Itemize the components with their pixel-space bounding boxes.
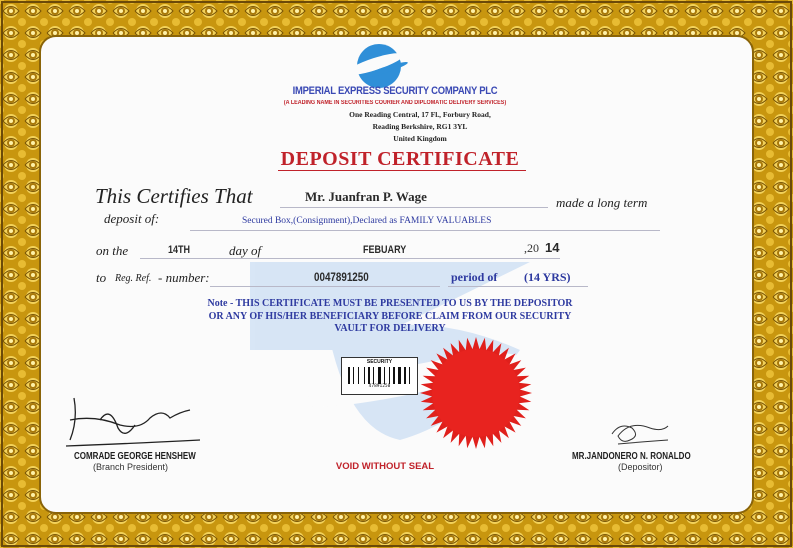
company-tagline: (A LEADING NAME IN SECURITIES COURIER AND DIPLOMATIC DELIVERY SERVICES) bbox=[283, 100, 507, 106]
year-suffix: 14 bbox=[545, 240, 560, 255]
right-signatory-role: (Depositor) bbox=[618, 462, 663, 472]
deposit-of-label: deposit of: bbox=[104, 211, 160, 226]
date-line bbox=[140, 258, 560, 259]
barcode-bar bbox=[373, 367, 374, 384]
address-line-2: Reading Berkshire, RG1 3YL bbox=[372, 122, 468, 131]
note-line-3: VAULT FOR DELIVERY bbox=[334, 323, 446, 334]
company-name: IMPERIAL EXPRESS SECURITY COMPANY PLC bbox=[292, 85, 498, 97]
barcode-bar bbox=[378, 367, 381, 384]
period-line bbox=[448, 286, 588, 287]
left-signatory-name: COMRADE GEORGE HENSHEW bbox=[74, 451, 196, 462]
certifies-label: This Certifies That bbox=[95, 184, 253, 208]
void-without-seal: VOID WITHOUT SEAL bbox=[335, 461, 435, 472]
barcode-bar bbox=[368, 367, 370, 384]
note-line-1: Note - THIS CERTIFICATE MUST BE PRESENTED TO US BY THE DEPOSITOR bbox=[207, 298, 573, 309]
barcode-bar bbox=[348, 367, 350, 384]
barcode-bar bbox=[353, 367, 354, 384]
certificate-title: DEPOSIT CERTIFICATE bbox=[280, 148, 520, 170]
security-barcode bbox=[341, 357, 418, 395]
year-prefix: ,20 bbox=[524, 241, 539, 255]
barcode-bar bbox=[389, 367, 390, 384]
barcode-bar bbox=[404, 367, 406, 384]
day-value: 14TH bbox=[168, 244, 191, 256]
certificate-note bbox=[150, 298, 630, 336]
period-label: period of bbox=[451, 270, 498, 284]
deposit-line bbox=[190, 230, 660, 231]
deposit-description: Secured Box,(Consignment),Declared as FAMILY VALUABLES bbox=[242, 216, 492, 226]
left-signatory-role: (Branch President) bbox=[93, 462, 169, 472]
day-of-label: day of bbox=[229, 243, 262, 258]
barcode-label: SECURITY bbox=[366, 359, 393, 365]
note-line-2: OR ANY OF HIS/HER BENEFICIARY BEFORE CLAIM FROM OUR SECURITY bbox=[208, 310, 572, 322]
reference-line bbox=[210, 286, 440, 287]
barcode-bar bbox=[384, 367, 385, 384]
address-line-1: One Reading Central, 17 Fl., Forbury Road, bbox=[349, 110, 491, 119]
address-line-3: United Kingdom bbox=[393, 134, 447, 143]
red-seal bbox=[420, 337, 532, 449]
on-the-label: on the bbox=[96, 243, 129, 258]
right-signatory-name: MR.JANDONERO N. RONALDO bbox=[572, 451, 691, 462]
barcode-bars bbox=[348, 367, 411, 384]
barcode-bar bbox=[398, 367, 401, 384]
barcode-bar bbox=[393, 367, 395, 384]
name-line bbox=[280, 207, 548, 208]
barcode-bar bbox=[409, 367, 410, 384]
barcode-bar bbox=[358, 367, 359, 384]
barcode-bar bbox=[364, 367, 365, 384]
month-value: FEBUARY bbox=[363, 244, 407, 256]
reg-ref-label: Reg. Ref. bbox=[115, 273, 152, 284]
depositor-name: Mr. Juanfran P. Wage bbox=[305, 189, 427, 204]
barcode-number: 47891250 bbox=[368, 384, 391, 389]
made-long-term-label: made a long term bbox=[556, 195, 648, 210]
period-value: (14 YRS) bbox=[524, 270, 571, 284]
number-label: - number: bbox=[158, 270, 210, 285]
to-label: to bbox=[96, 270, 107, 285]
reference-number: 0047891250 bbox=[314, 270, 369, 284]
title-underline bbox=[278, 170, 526, 171]
